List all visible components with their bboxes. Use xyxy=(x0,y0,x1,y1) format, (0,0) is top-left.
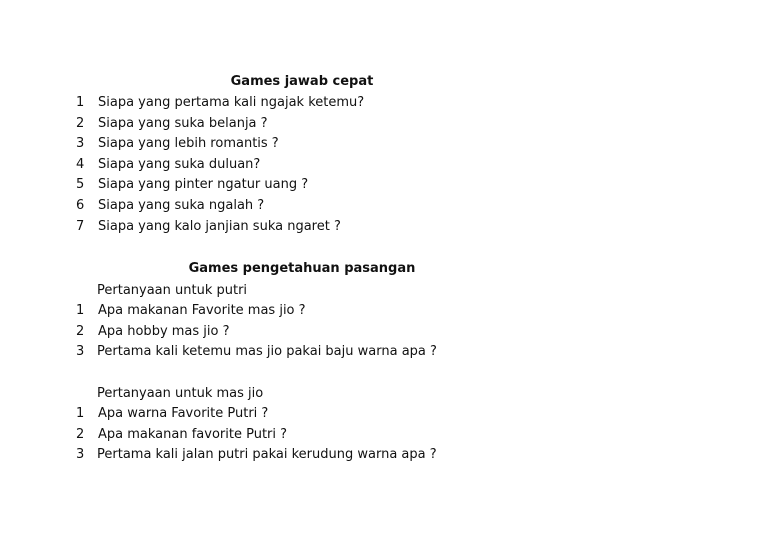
item-text: Siapa yang kalo janjian suka ngaret ? xyxy=(98,218,341,234)
item-number: 5 xyxy=(76,177,85,193)
item-text: Pertama kali jalan putri pakai kerudung warna apa ? xyxy=(97,447,437,463)
item-text: Siapa yang suka belanja ? xyxy=(98,115,268,131)
item-number: 3 xyxy=(76,344,85,360)
item-number: 2 xyxy=(76,426,85,442)
item-text: Apa makanan Favorite mas jio ? xyxy=(98,303,306,318)
item-number: 3 xyxy=(76,136,85,152)
item-number: 6 xyxy=(76,197,85,213)
item-text: Apa warna Favorite Putri ? xyxy=(98,406,269,421)
item-number: 4 xyxy=(76,156,85,172)
item-text: Siapa yang pinter ngatur uang ? xyxy=(98,177,309,193)
item-number: 1 xyxy=(76,95,85,110)
item-text: Pertama kali ketemu mas jio pakai baju warna apa ? xyxy=(97,344,437,360)
item-text: Siapa yang suka duluan? xyxy=(98,156,261,172)
item-number: 1 xyxy=(76,303,85,318)
item-text: Siapa yang pertama kali ngajak ketemu? xyxy=(98,95,365,110)
item-number: 2 xyxy=(76,115,85,131)
item-number: 7 xyxy=(76,218,85,234)
item-number: 3 xyxy=(76,447,85,463)
item-text: Apa makanan favorite Putri ? xyxy=(98,426,288,442)
item-text: Siapa yang lebih romantis ? xyxy=(98,136,279,152)
item-text: Apa hobby mas jio ? xyxy=(98,323,230,339)
subheading-pertanyaan-putri: Pertanyaan untuk putri xyxy=(97,283,248,298)
subheading-pertanyaan-mas-jio: Pertanyaan untuk mas jio xyxy=(97,386,264,401)
item-number: 1 xyxy=(76,406,85,421)
item-number: 2 xyxy=(76,323,85,339)
item-text: Siapa yang suka ngalah ? xyxy=(98,197,265,213)
section-title-games-jawab-cepat: Games jawab cepat xyxy=(230,74,374,89)
section-title-games-pengetahuan-pasangan: Games pengetahuan pasangan xyxy=(188,261,416,276)
